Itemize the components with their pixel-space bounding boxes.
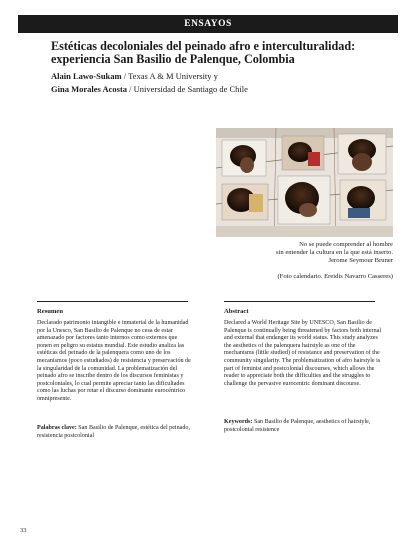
epigraph xyxy=(200,241,393,264)
epigraph-author: Jerome Seymour Bruner xyxy=(328,256,393,264)
resumen-keywords-list: San Basilio de Palenque, estética del peinado, resistencia postcolonial xyxy=(37,425,190,439)
epigraph-line-2: sin entender la cultura en la que está inserto. xyxy=(276,248,393,256)
abstract-keywords-label: Keywords: xyxy=(224,419,253,425)
author-affiliation-1: / Texas A & M University y xyxy=(121,71,218,81)
resumen-keywords xyxy=(37,425,191,440)
author-name-1: Alain Lawo-Sukam xyxy=(51,71,122,81)
resumen-body: Declarado patrimonio intangible e inmaterial de la humanidad por la Unesco, San Basilio de Palenque no cesa de estar amenazado por factores tanto internos como externos que ponen en peligro su estatus mundial. Este estudio analiza las estéticas del peinado de la palenquera como uno de los mecanismos (poco estudiados) de resistencia y preservación de la singularidad de la comunidad. La problematización del peinado afro se inscribe dentro de los discursos feministas y postcoloniales, lo cual permite apreciar tanto las dificultades como las luchas por retar el discurso dominante eurocéntrico omnipresente. xyxy=(37,320,191,402)
author-affiliation-2: / Universidad de Santiago de Chile xyxy=(127,84,248,94)
resumen-heading: Resumen xyxy=(37,308,64,315)
abstract-rule xyxy=(224,301,375,302)
author-name-2: Gina Morales Acosta xyxy=(51,84,128,94)
epigraph-line-1: No se puede comprender al hombre xyxy=(299,241,393,248)
resumen-rule xyxy=(37,301,188,302)
resumen-keywords-label: Palabras clave: xyxy=(37,425,77,431)
author-line-1 xyxy=(51,71,391,81)
article-title: Estéticas decoloniales del peinado afro e interculturalidad: experiencia San Basilio de Palenque, Colombia xyxy=(51,39,356,66)
calendar-photo xyxy=(216,128,393,237)
page-number: 33 xyxy=(20,527,27,534)
abstract-keywords xyxy=(224,419,382,434)
abstract-keywords-list: San Basilio de Palenque, aesthetics of hairstyle, postcolonial resistence xyxy=(224,419,371,433)
abstract-body: Declared a World Heritage Site by UNESCO, San Basilio de Palenque is continually being threatened by factors both internal and external that endanger its world status. This study analyzes the aesthetics of the palenquera hairstyle as one of the mechanisms (little studied) of resistance and preservation of the community singularity. The problematization of afro hairstyle is part of feminist and postcolonial discourses, which allows the reader to appreciate both the difficulties and the struggles to challenge the pervasive eurocentric dominant discourse. xyxy=(224,320,382,387)
section-banner: ENSAYOS xyxy=(18,15,398,33)
photo-credit: (Foto calendario. Ereidis Navarro Casseres) xyxy=(277,273,393,280)
abstract-heading: Abstract xyxy=(224,308,249,315)
author-line-2 xyxy=(51,84,391,94)
